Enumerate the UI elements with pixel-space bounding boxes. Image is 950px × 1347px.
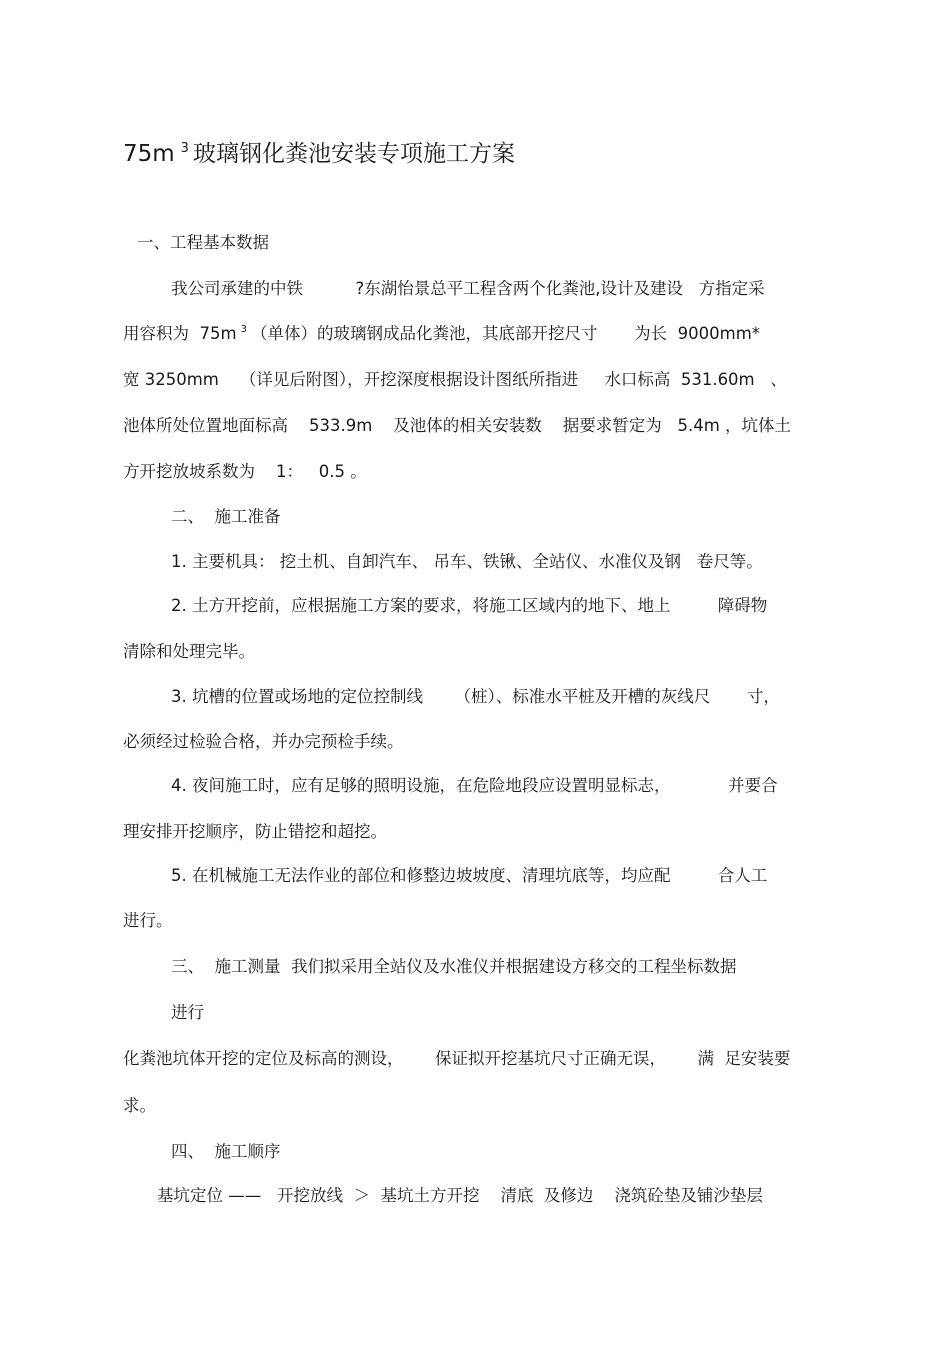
section-3-line-1: 三、 施工测量 我们拟采用全站仪及水准仪并根据建设方移交的工程坐标数据	[171, 957, 737, 976]
section-4-heading: 四、 施工顺序	[171, 1142, 281, 1161]
s1-line2-part-a: 用容积为 75m	[123, 324, 237, 343]
title-superscript: 3	[180, 141, 189, 156]
title-volume: 75m	[123, 141, 175, 167]
s1-paragraph-line-4: 池体所处位置地面标高 533.9m 及池体的相关安装数 据要求暂定为 5.4m ，坑体土	[123, 416, 792, 435]
s2-item-5-line-2: 进行。	[123, 911, 173, 930]
title-text: 玻璃钢化粪池安装专项施工方案	[192, 141, 515, 167]
s2-item-4-line-1: 4. 夜间施工时，应有足够的照明设施，在危险地段应设置明显标志， 并要合	[171, 776, 778, 795]
document-title	[123, 138, 515, 174]
s1-paragraph-line-3: 宽 3250mm （详见后附图），开挖深度根据设计图纸所指进 水口标高 531.60m 、	[123, 370, 787, 389]
s2-item-1: 1. 主要机具： 挖土机、自卸汽车、 吊车、铁锹、全站仪、水准仪及钢 卷尺等。	[171, 552, 763, 571]
s2-item-3-line-1: 3. 坑槽的位置或场地的定位控制线 （桩）、标准水平桩及开槽的灰线尺 寸，	[171, 687, 780, 706]
section-2-heading: 二、 施工准备	[171, 507, 281, 526]
section-1-heading: 一、工程基本数据	[137, 233, 269, 252]
s1-paragraph-line-5: 方开挖放坡系数为 1： 0.5 。	[123, 462, 367, 481]
s2-item-2-line-1: 2. 土方开挖前，应根据施工方案的要求，将施工区域内的地下、地上 障碍物	[171, 596, 768, 615]
section-3-line-3: 化粪池坑体开挖的定位及标高的测设， 保证拟开挖基坑尺寸正确无误， 满 足安装要	[123, 1049, 791, 1068]
section-4-sequence-line: 基坑定位 —— 开挖放线 ＞ 基坑土方开挖 清底 及修边 浇筑砼垫及铺沙垫层	[157, 1186, 763, 1205]
s1-paragraph-line-2	[123, 322, 760, 349]
s2-item-2-line-2: 清除和处理完毕。	[123, 642, 255, 661]
section-3-line-2: 进行	[171, 1003, 204, 1022]
s2-item-5-line-1: 5. 在机械施工无法作业的部位和修整边坡坡度、清理坑底等，均应配 合人工	[171, 866, 768, 885]
s1-paragraph-line-1: 我公司承建的中铁 ?东湖怡景总平工程含两个化粪池,设计及建设 方指定采	[171, 279, 765, 298]
s2-item-4-line-2: 理安排开挖顺序，防止错挖和超挖。	[123, 822, 387, 841]
s2-item-3-line-2: 必须经过检验合格，并办完预检手续。	[123, 732, 404, 751]
section-3-line-4: 求。	[123, 1096, 156, 1115]
s1-line2-part-b: （单体）的玻璃钢成品化粪池，其底部开挖尺寸 为长 9000mm*	[250, 324, 761, 343]
s1-line2-superscript: 3	[240, 324, 247, 335]
